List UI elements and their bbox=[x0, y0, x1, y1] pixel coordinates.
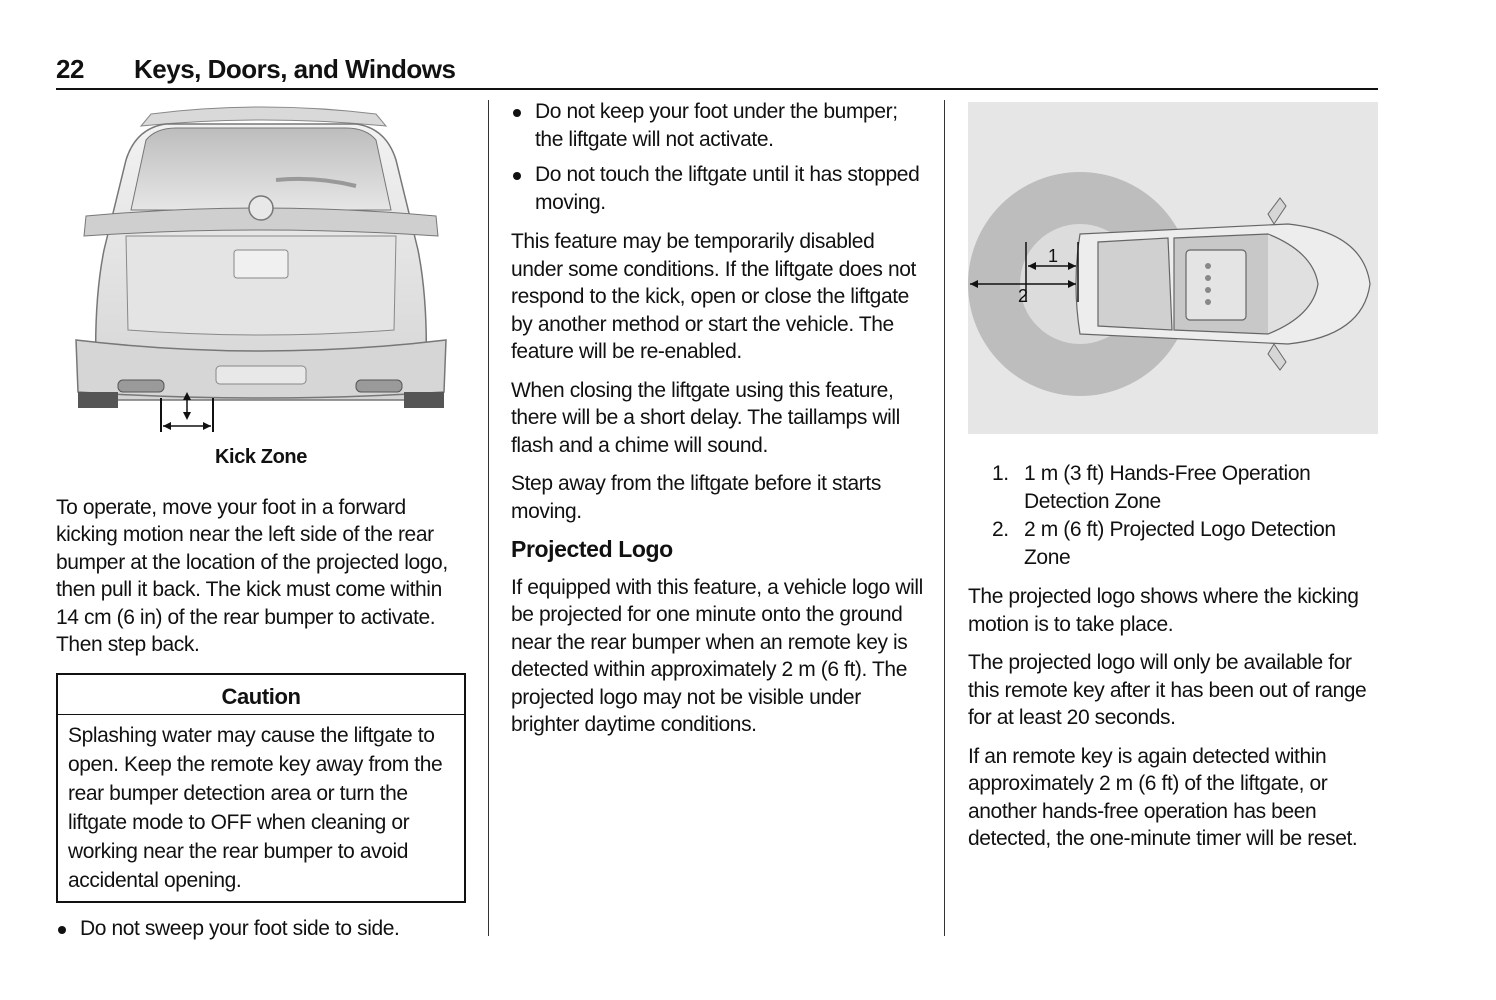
step-away-paragraph: Step away from the liftgate before it starts moving. bbox=[511, 472, 881, 523]
bullet-icon bbox=[513, 109, 521, 117]
column-2 bbox=[511, 98, 923, 750]
caution-text: Splashing water may cause the liftgate to open. Keep the remote key away from the rear bumper detection area or turn the liftgate mode to OFF when cleaning or working near the rear bumper to avoid accidental opening. bbox=[68, 724, 443, 892]
column-divider-right bbox=[944, 100, 945, 936]
figure-caption: Kick Zone bbox=[215, 446, 307, 468]
bullet-text: Do not sweep your foot side to side. bbox=[80, 917, 400, 940]
diagram-label-2: 2 bbox=[1018, 286, 1028, 306]
logo-availability-paragraph: The projected logo will only be available for this remote key after it has been out of range for at least 20 seconds. bbox=[968, 651, 1367, 729]
list-item bbox=[968, 516, 1380, 571]
timer-reset-paragraph: If an remote key is again detected within approximately 2 m (6 ft) of the liftgate, or another hands-free operation has been detected, the one-minute timer will be reset. bbox=[968, 744, 1358, 850]
column-divider-left bbox=[488, 100, 489, 936]
vehicle-rear-illustration bbox=[56, 100, 466, 440]
list-number: 2. bbox=[992, 518, 1009, 541]
zone-list bbox=[968, 460, 1380, 571]
list-text: 1 m (3 ft) Hands-Free Operation Detection Zone bbox=[1024, 462, 1311, 513]
column-1 bbox=[56, 100, 466, 951]
projected-logo-paragraph: If equipped with this feature, a vehicle logo will be projected for one minute onto the ground near the rear bumper when an remote key is detected within approximately 2 m (6 ft). The projected logo may not be visible under brighter daytime conditions. bbox=[511, 575, 923, 736]
caution-box bbox=[56, 673, 466, 904]
list-text: 2 m (6 ft) Projected Logo Detection Zone bbox=[1024, 518, 1336, 569]
projected-logo-heading: Projected Logo bbox=[511, 536, 673, 562]
bullet-text: Do not keep your foot under the bumper; the liftgate will not activate. bbox=[535, 100, 898, 151]
bullet-icon bbox=[513, 172, 521, 180]
list-item bbox=[968, 460, 1380, 515]
section-title: Keys, Doors, and Windows bbox=[134, 54, 456, 84]
bullet-icon bbox=[58, 926, 66, 934]
page-number: 22 bbox=[56, 54, 84, 84]
bullet-item bbox=[511, 98, 923, 153]
list-number: 1. bbox=[992, 462, 1009, 485]
detection-zone-diagram bbox=[968, 102, 1378, 434]
disabled-paragraph: This feature may be temporarily disabled under some conditions. If the liftgate does not respond to the kick, open or close the liftgate by another method or start the vehicle. The feature will be re-enabled. bbox=[511, 230, 916, 363]
closing-paragraph: When closing the liftgate using this feature, there will be a short delay. The taillamps will flash and a chime will sound. bbox=[511, 378, 900, 457]
diagram-label-1: 1 bbox=[1048, 246, 1058, 266]
bullet-item bbox=[511, 161, 923, 216]
operate-paragraph: To operate, move your foot in a forward kicking motion near the left side of the rear bumper at the location of the projected logo, then pull it back. The kick must come within 14 cm (6 in) of the rear bumper to activate. Then step back. bbox=[56, 495, 448, 656]
bullet-text: Do not touch the liftgate until it has stopped moving. bbox=[535, 163, 920, 214]
logo-location-paragraph: The projected logo shows where the kicking motion is to take place. bbox=[968, 585, 1359, 636]
bullet-item bbox=[56, 915, 466, 943]
column-3 bbox=[968, 102, 1380, 864]
page-header bbox=[56, 50, 1378, 90]
caution-title: Caution bbox=[58, 675, 464, 716]
